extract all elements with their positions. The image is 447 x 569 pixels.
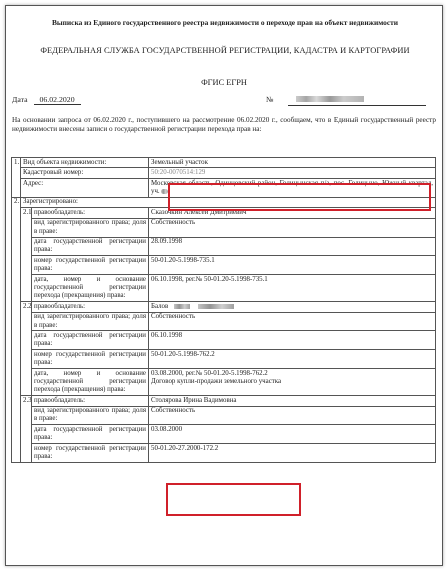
- date-row: [12, 95, 81, 105]
- date-label: Дата: [12, 95, 28, 104]
- owner-highlight-box: [166, 483, 301, 516]
- section-label: Зарегистрировано:: [21, 197, 436, 207]
- table-row: [12, 368, 436, 395]
- right-value: Собственность: [149, 218, 436, 237]
- regnum-value: 50-01.20-5.1998-735.1: [149, 256, 436, 275]
- agency-name: ФЕДЕРАЛЬНАЯ СЛУЖБА ГОСУДАРСТВЕННОЙ РЕГИСТРАЦИИ, КАДАСТРА И КАРТОГРАФИИ: [40, 46, 410, 55]
- registry-table: [11, 157, 436, 463]
- date-value: 06.02.2020: [34, 95, 81, 105]
- subsection-number: 2.1: [21, 208, 32, 302]
- row-label: правообладатель:: [32, 396, 149, 406]
- table-row: [12, 275, 436, 302]
- row-label: вид зарегистрированного права; доля в праве:: [32, 406, 149, 425]
- system-name: ФГИС ЕГРН: [201, 78, 247, 87]
- table-row: [12, 208, 436, 218]
- table-row: [12, 425, 436, 444]
- row-label: номер государственной регистрации права:: [32, 350, 149, 369]
- row-label: номер государственной регистрации права:: [32, 256, 149, 275]
- regnum-value: 50-01.20-5.1998-762.2: [149, 350, 436, 369]
- table-row: [12, 312, 436, 331]
- section-number: 2.: [12, 197, 21, 462]
- basis-value: 06.10.1998, рег.№ 50-01.20-5.1998-735.1: [149, 275, 436, 302]
- number-underline: [288, 105, 426, 106]
- date-value: 03.08.2000: [149, 425, 436, 444]
- request-basis-text: На основании запроса от 06.02.2020 г., поступившего на рассмотрение 06.02.2020 г., сообщаем, что в Единый государственный реестр недвижимости внесены записи о государственной регистрации перехода прав на:: [12, 116, 436, 133]
- holder-value: Столярова Ирина Вадимовна: [149, 396, 436, 406]
- document-title: Выписка из Единого государственного реестра недвижимости о переходе прав на объект недвижимости: [51, 18, 399, 27]
- subsection-number: 2.2: [21, 302, 32, 396]
- row-label: дата, номер и основание государственной регистрации перехода (прекращения) права:: [32, 368, 149, 395]
- table-row: [12, 396, 436, 406]
- table-row: [12, 237, 436, 256]
- date-value: 28.09.1998: [149, 237, 436, 256]
- basis-value: 03.08.2000, рег.№ 50-01.20-5.1998-762.2 Договор купли-продажи земельного участка: [149, 368, 436, 395]
- document-page: [5, 5, 443, 566]
- row-label: номер государственной регистрации права:: [32, 444, 149, 463]
- table-row: [12, 444, 436, 463]
- table-row: [12, 256, 436, 275]
- date-value: 06.10.1998: [149, 331, 436, 350]
- table-row: [12, 158, 436, 168]
- table-row: [12, 197, 436, 207]
- table-row: [12, 406, 436, 425]
- row-label: дата государственной регистрации права:: [32, 425, 149, 444]
- table-row: [12, 168, 436, 178]
- row-label: дата государственной регистрации права:: [32, 237, 149, 256]
- table-row: [12, 350, 436, 369]
- row-label: дата, номер и основание государственной регистрации перехода (прекращения) права:: [32, 275, 149, 302]
- row-label: правообладатель:: [32, 208, 149, 218]
- row-label: вид зарегистрированного права; доля в праве:: [32, 218, 149, 237]
- redacted-number: [296, 96, 364, 102]
- right-value: Собственность: [149, 406, 436, 425]
- table-row: [12, 302, 436, 312]
- cadastral-number-value: 50:20-0070514:129: [149, 168, 436, 178]
- row-label: Кадастровый номер:: [21, 168, 149, 178]
- right-value: Собственность: [149, 312, 436, 331]
- table-row: [12, 331, 436, 350]
- row-label: правообладатель:: [32, 302, 149, 312]
- table-row: [12, 218, 436, 237]
- object-kind-value: Земельный участок: [149, 158, 436, 168]
- table-row: [12, 178, 436, 197]
- address-value: Московская область, Одинцовский район, Голицынская п/а, пос. Голицыно, Южный квартал, уч.: [149, 178, 436, 197]
- row-label: Вид объекта недвижимости:: [21, 158, 149, 168]
- row-label: вид зарегистрированного права; доля в праве:: [32, 312, 149, 331]
- holder-value: Балов: [149, 302, 436, 312]
- row-label: дата государственной регистрации права:: [32, 331, 149, 350]
- section-number: 1.: [12, 158, 21, 198]
- number-label: №: [266, 95, 274, 104]
- holder-value: Сказочкин Алексей Дмитриевич: [149, 208, 436, 218]
- row-label: Адрес:: [21, 178, 149, 197]
- regnum-value: 50-01.20-27.2000-172.2: [149, 444, 436, 463]
- subsection-number: 2.3: [21, 396, 32, 463]
